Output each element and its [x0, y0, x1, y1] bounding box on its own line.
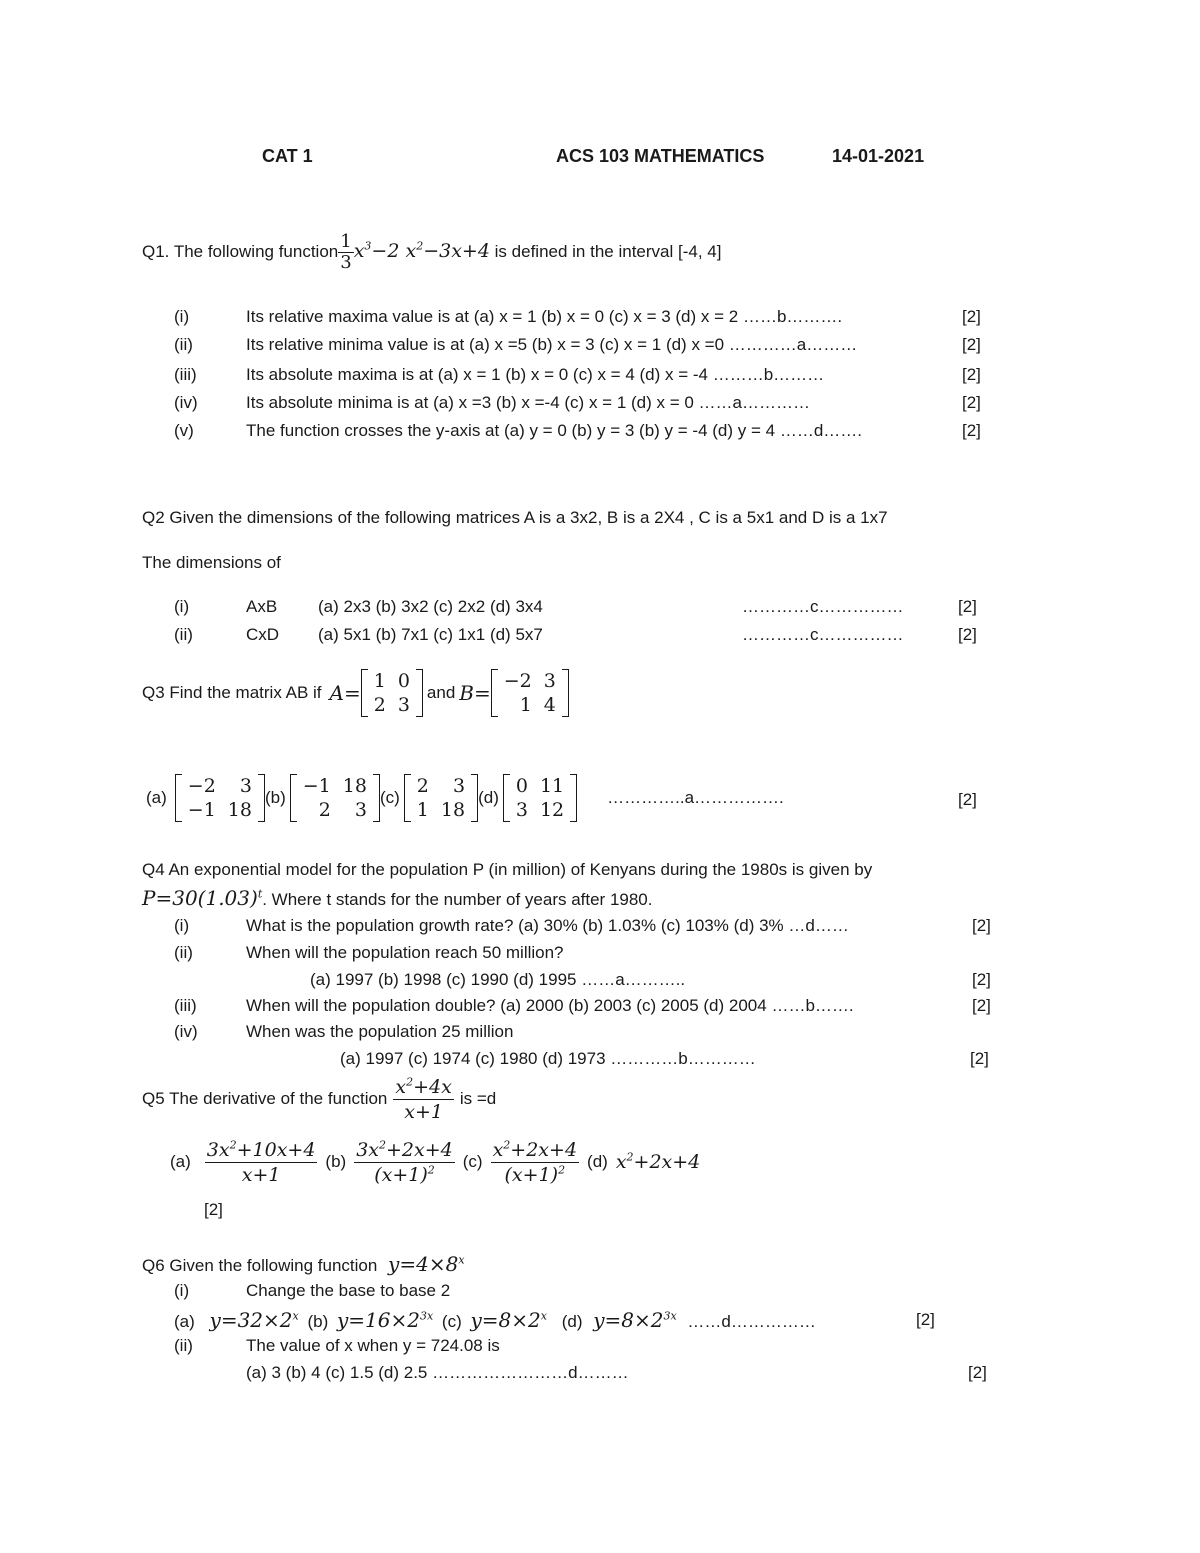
q2-stem: Q2 Given the dimensions of the following matrices A is a 3x2, B is a 2X4 , C is a 5x1 and D is a 1x7: [142, 508, 888, 527]
q1-item-5-mark: [2]: [962, 421, 981, 440]
q1-prefix: Q1. The following function: [142, 241, 339, 261]
q6-opt-b: $y=16\times 2^{3x}$: [336, 1308, 434, 1332]
q4-formula: $P=30(1.03)^t$: [142, 886, 263, 910]
q6-opt-a-label: (a): [174, 1312, 195, 1331]
header-date: 14-01-2021: [832, 146, 925, 166]
q1-item-2-num: (ii): [174, 335, 193, 354]
q6-item-1-answer: ……d……………: [687, 1312, 816, 1331]
q4-stem-2-text: . Where t stands for the number of years after 1980.: [262, 890, 653, 909]
q2-item-2-num: (ii): [174, 625, 193, 644]
q6-stem: [142, 1252, 465, 1278]
q5-options: [170, 1136, 700, 1188]
q4-item-4-text: When was the population 25 million: [246, 1022, 514, 1041]
q1-item-4-text: Its absolute minima is at (a) x =3 (b) x =-4 (c) x = 1 (d) x = 0 ……a…………: [246, 393, 810, 412]
q3-a-eq: A=: [329, 681, 361, 705]
q6-opt-c: $y=8\times 2^x$: [470, 1308, 547, 1332]
q1-item-1-mark: [2]: [962, 307, 981, 326]
header-course: ACS 103 MATHEMATICS: [556, 146, 765, 166]
q1-item-3-mark: [2]: [962, 365, 981, 384]
q1-function: $x^3-2$ $x^2-3x+4$: [353, 239, 490, 262]
q2-item-1-options: (a) 2x3 (b) 3x2 (c) 2x2 (d) 3x4: [318, 597, 543, 616]
q5-stem: [142, 1074, 496, 1124]
q4-item-3-mark: [2]: [972, 996, 991, 1015]
q6-opt-b-label: (b): [307, 1312, 329, 1331]
q1-item-3-num: (iii): [174, 365, 197, 384]
q2-item-1-answer: …………c……………: [742, 597, 904, 616]
q6-item-2-options: (a) 3 (b) 4 (c) 1.5 (d) 2.5 ……………………d………: [246, 1363, 629, 1382]
q1-suffix: is defined in the interval [-4, 4]: [494, 241, 722, 261]
q5-suffix: is =d: [459, 1089, 497, 1108]
q1-item-1-num: (i): [174, 307, 190, 326]
q5-mark: [2]: [204, 1200, 223, 1219]
q4-item-4-num: (iv): [174, 1022, 198, 1041]
q1-item-4-mark: [2]: [962, 393, 981, 412]
q3-b-eq: B=: [459, 681, 491, 705]
q6-opt-a: $y=32\times 2^x$: [209, 1308, 299, 1332]
q5-opt-a: $\frac{3x^2+10x+4}{x+1}$: [206, 1138, 316, 1186]
q1-item-2-text: Its relative minima value is at (a) x =5 (b) x = 3 (c) x = 1 (d) x =0 …………a………: [246, 335, 858, 354]
q1-item-5-num: (v): [174, 421, 194, 440]
q5-opt-c: $\frac{x^2+2x+4}{(x+1)^2}$: [492, 1138, 578, 1186]
q1-item-5-text: The function crosses the y-axis at (a) y = 0 (b) y = 3 (b) y = -4 (d) y = 4 ……d…….: [246, 421, 862, 440]
q3-opt-b-matrix: −1 18 2 3: [290, 774, 380, 822]
q3-prefix: Q3 Find the matrix AB if: [142, 683, 322, 702]
q3-opt-c-label: (c): [379, 788, 400, 807]
q4-item-1-num: (i): [174, 916, 190, 935]
q5-prefix: Q5 The derivative of the function: [142, 1089, 388, 1108]
q4-item-3-text: When will the population double? (a) 2000 (b) 2003 (c) 2005 (d) 2004 ……b…….: [246, 996, 854, 1015]
q3-matrix-a: 1 0 2 3: [361, 669, 423, 717]
q6-item-2-mark: [2]: [968, 1363, 987, 1382]
q4-item-2-options: (a) 1997 (b) 1998 (c) 1990 (d) 1995 ……a………..: [310, 970, 686, 989]
q5-opt-b-label: (b): [325, 1152, 347, 1171]
q3-opt-b-label: (b): [264, 788, 286, 807]
q5-opt-d-label: (d): [587, 1152, 608, 1171]
q6-opt-d-label: (d): [561, 1312, 583, 1331]
q6-function: $y=4\times 8^x$: [388, 1252, 465, 1276]
q6-opt-d: $y=8\times 2^{3x}$: [593, 1308, 677, 1332]
q4-item-2-num: (ii): [174, 943, 193, 962]
q1-stem: [142, 232, 721, 273]
q4-item-2-text: When will the population reach 50 million?: [246, 943, 564, 962]
q4-item-2-mark: [2]: [972, 970, 991, 989]
q2-item-2-label: CxD: [246, 625, 280, 644]
q6-item-2-text: The value of x when y = 724.08 is: [246, 1336, 500, 1355]
q2-subtitle: The dimensions of: [142, 553, 281, 572]
q2-item-1-mark: [2]: [958, 597, 977, 616]
q6-item-1-num: (i): [174, 1281, 190, 1300]
q3-options: [146, 769, 784, 827]
q5-opt-b: $\frac{3x^2+2x+4}{(x+1)^2}$: [356, 1138, 453, 1186]
q3-answer: …………..a…………….: [607, 788, 784, 807]
q6-item-1-text: Change the base to base 2: [246, 1281, 451, 1300]
q2-item-2-options: (a) 5x1 (b) 7x1 (c) 1x1 (d) 5x7: [318, 625, 543, 644]
q4-item-3-num: (iii): [174, 996, 197, 1015]
q2-item-2-mark: [2]: [958, 625, 977, 644]
q4-item-1-text: What is the population growth rate? (a) 30% (b) 1.03% (c) 103% (d) 3% …d……: [246, 916, 849, 935]
q6-opt-c-label: (c): [441, 1312, 462, 1331]
q1-fraction: $\frac{1}{3}$: [340, 231, 352, 273]
q5-opt-a-label: (a): [170, 1152, 191, 1171]
q5-function: $\frac{x^2+4x}{x+1}$: [395, 1075, 452, 1123]
q2-item-2-answer: …………c……………: [742, 625, 904, 644]
q3-matrix-b: −2 3 1 4: [491, 669, 569, 717]
q6-item-1-options: [174, 1306, 816, 1336]
q3-mark: [2]: [958, 790, 977, 809]
q6-prefix: Q6 Given the following function: [142, 1256, 378, 1275]
q3-stem: [142, 664, 569, 722]
q5-opt-c-label: (c): [462, 1152, 483, 1171]
q2-item-1-label: AxB: [246, 597, 278, 616]
q4-item-4-options: (a) 1997 (c) 1974 (c) 1980 (d) 1973 …………b…………: [340, 1049, 756, 1068]
q4-item-1-mark: [2]: [972, 916, 991, 935]
q4-item-4-mark: [2]: [970, 1049, 989, 1068]
q5-opt-d: $x^2+2x+4$: [615, 1150, 701, 1173]
q2-item-1-num: (i): [174, 597, 190, 616]
q3-a-label: A: [329, 681, 344, 705]
q1-item-3-text: Its absolute maxima is at (a) x = 1 (b) x = 0 (c) x = 4 (d) x = -4 ………b………: [246, 365, 825, 384]
q3-opt-d-label: (d): [478, 788, 499, 807]
q3-opt-d-matrix: 0 11 3 12: [503, 774, 577, 822]
q4-stem: Q4 An exponential model for the population P (in million) of Kenyans during the 1980s is given by: [142, 860, 873, 879]
header-cat: CAT 1: [262, 146, 313, 166]
q3-opt-a-matrix: −2 3 −1 18: [175, 774, 265, 822]
q3-opt-c-matrix: 2 3 1 18: [404, 774, 478, 822]
q1-item-2-mark: [2]: [962, 335, 981, 354]
q6-item-2-num: (ii): [174, 1336, 193, 1355]
q3-and: and: [426, 683, 456, 702]
q1-item-4-num: (iv): [174, 393, 198, 412]
q3-opt-a-label: (a): [146, 788, 167, 807]
q4-stem-2: [142, 886, 653, 912]
q1-item-1-text: Its relative maxima value is at (a) x = 1 (b) x = 0 (c) x = 3 (d) x = 2 ……b……….: [246, 307, 843, 326]
q3-b-label: B: [459, 681, 474, 705]
q6-item-1-mark: [2]: [916, 1310, 935, 1329]
